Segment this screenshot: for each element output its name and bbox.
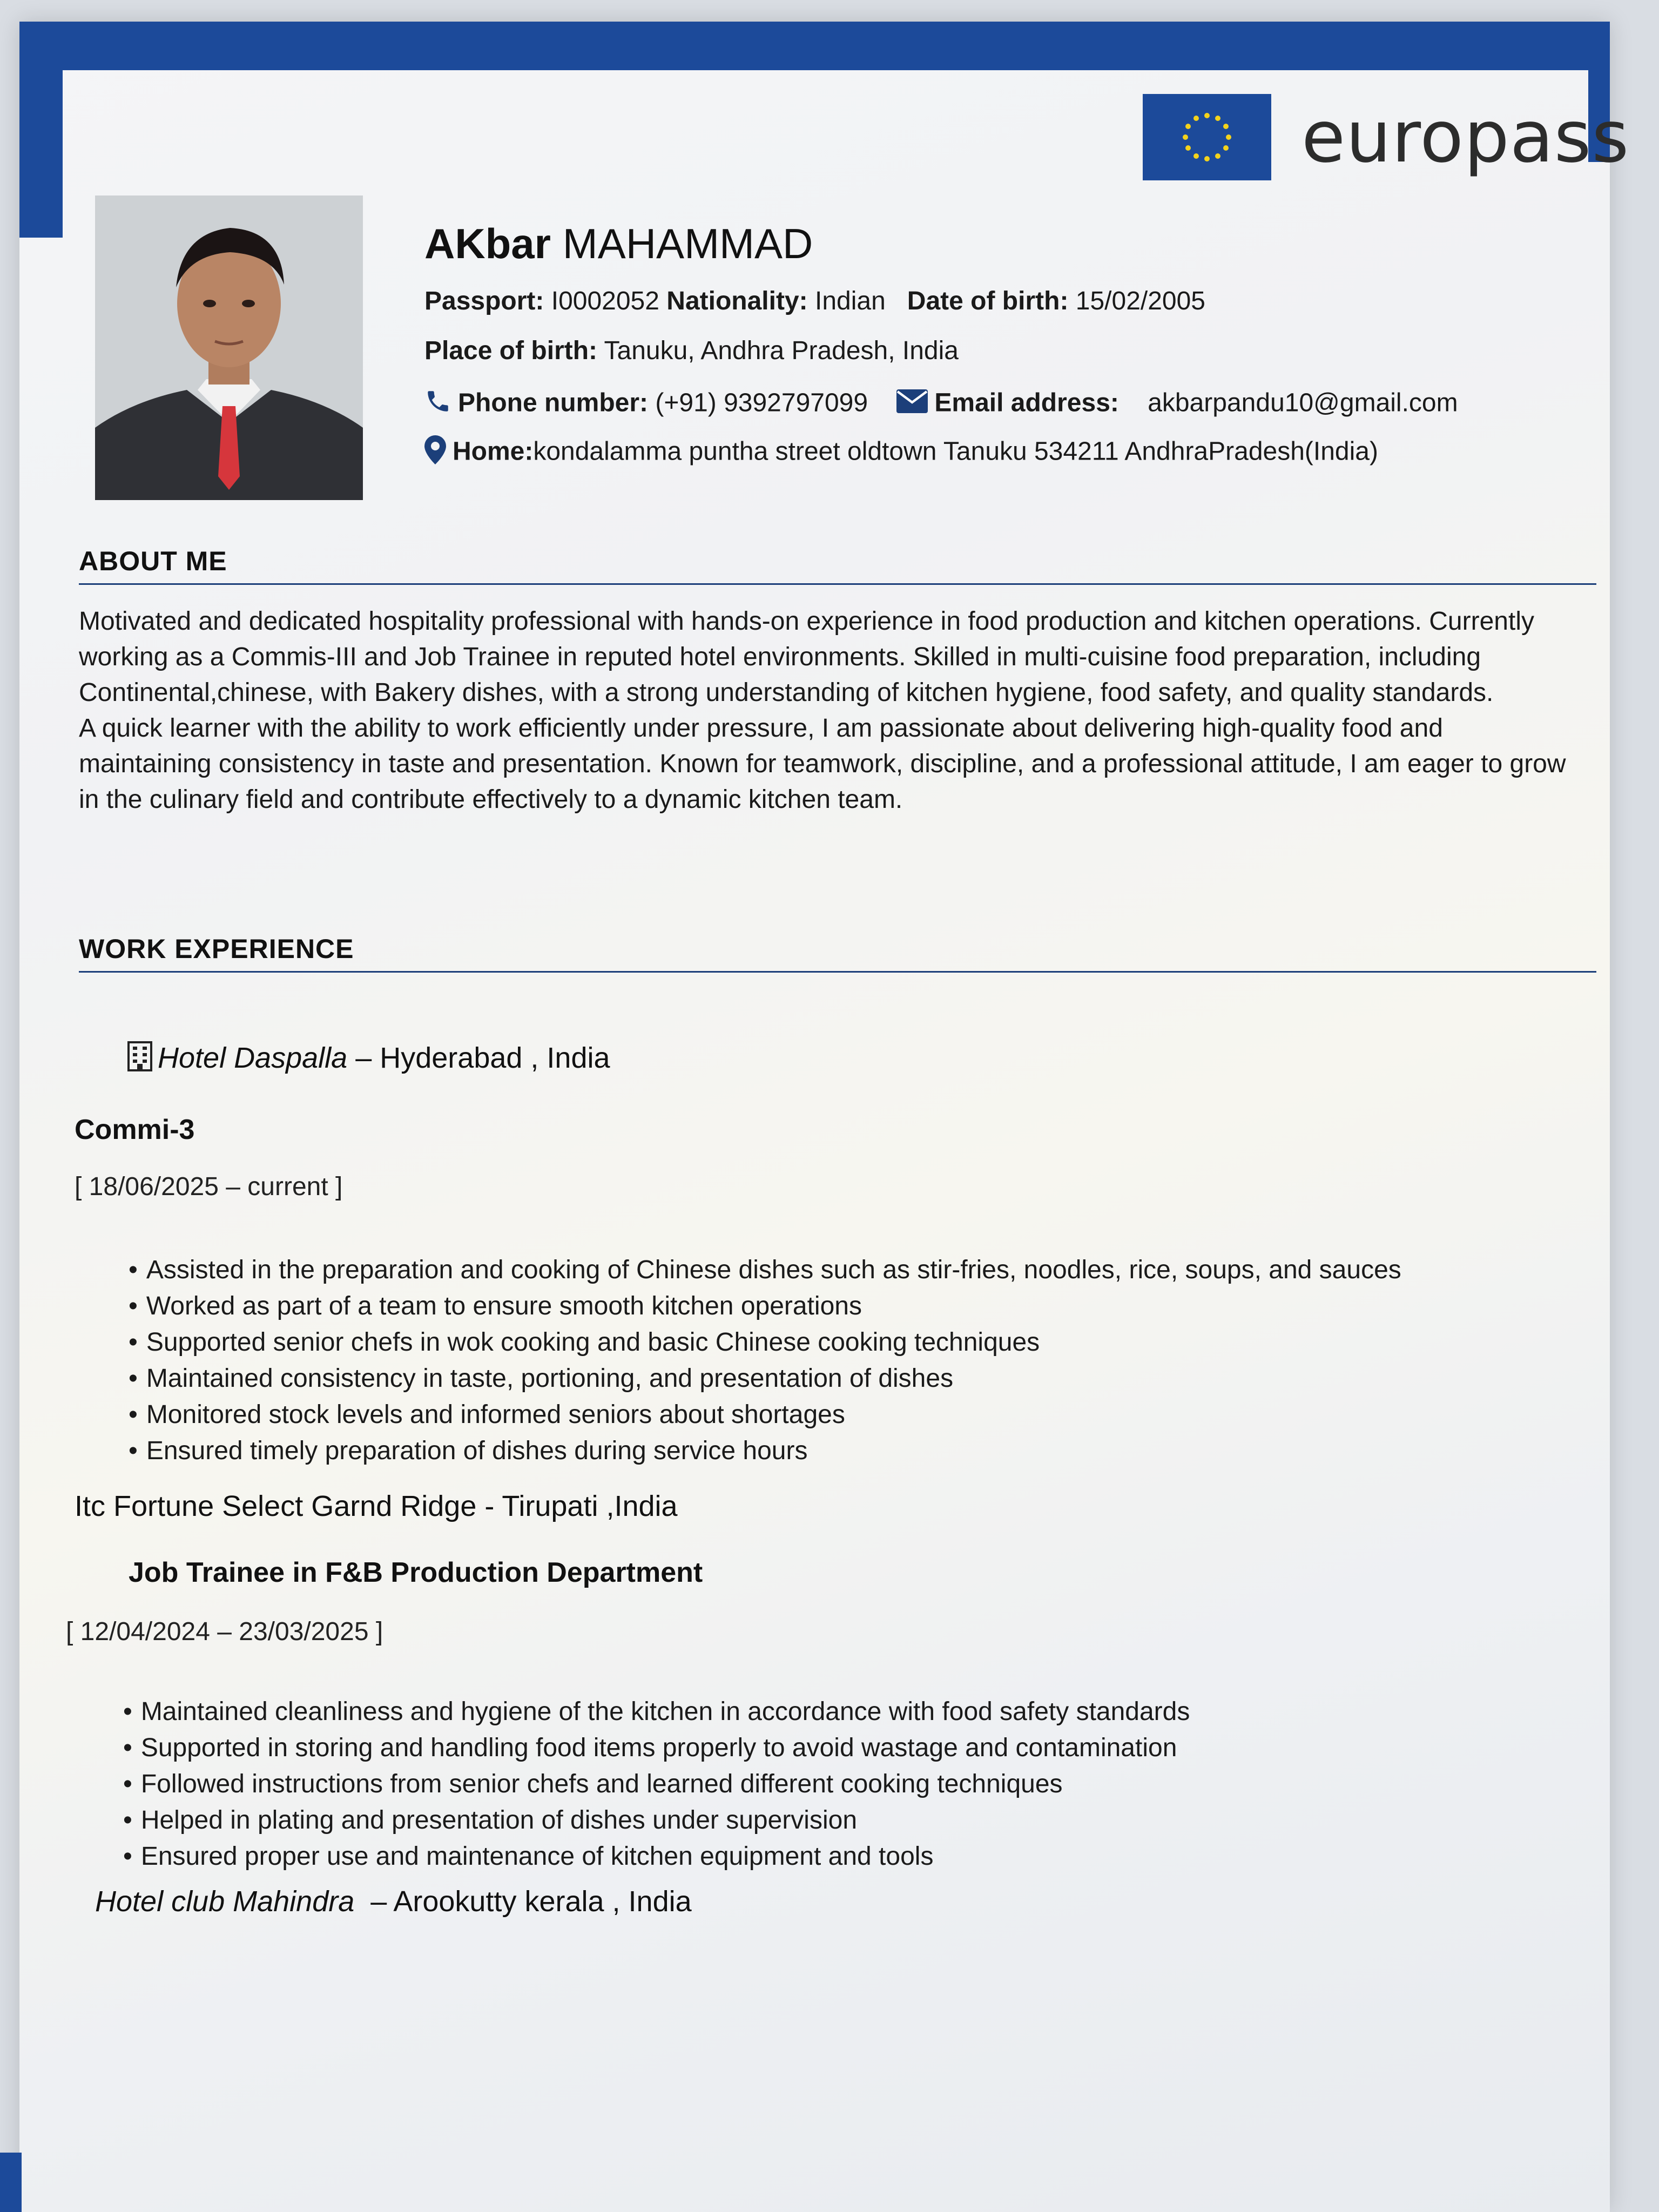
nationality-value: Indian <box>814 287 886 315</box>
building-icon <box>127 1041 152 1078</box>
job-1-role: Commi-3 <box>75 1114 195 1145</box>
list-item: • Supported senior chefs in wok cooking and basic Chinese cooking techniques <box>129 1324 1401 1360</box>
home-label: Home: <box>453 437 534 466</box>
pob-value: Tanuku, Andhra Pradesh, India <box>604 336 959 365</box>
job-1-dates: [ 18/06/2025 – current ] <box>75 1172 343 1201</box>
job-1-employer <box>127 1041 610 1078</box>
job-1-location: – Hyderabad , India <box>355 1042 610 1074</box>
contact-line <box>424 388 1458 421</box>
phone-icon <box>424 388 451 421</box>
about-text <box>79 604 1580 818</box>
left-accent-band <box>19 22 63 238</box>
first-name: AKbar <box>424 220 551 267</box>
list-item: • Assisted in the preparation and cooking of Chinese dishes such as stir-fries, noodles, rice, soups, and sauces <box>129 1252 1401 1288</box>
home-value: kondalamma puntha street oldtown Tanuku 534211 AndhraPradesh(India) <box>533 437 1378 466</box>
list-item: • Followed instructions from senior chefs and learned different cooking techniques <box>123 1766 1190 1802</box>
job-2-dates: [ 12/04/2024 – 23/03/2025 ] <box>66 1617 383 1646</box>
bottom-accent-band <box>0 2153 22 2212</box>
job-1-bullets <box>129 1252 1401 1469</box>
about-heading: ABOUT ME <box>79 546 227 576</box>
full-name <box>424 219 813 268</box>
about-paragraph-1: Motivated and dedicated hospitality professional with hands-on experience in food production and kitchen operations. Currently working as a Commis-III and Job Trainee in reputed hotel environments. Skilled in multi-cuisine food preparation, including Continental,chinese, with Bakery dishes, with a strong understanding of kitchen hygiene, food safety, and quality standards. <box>79 607 1534 707</box>
email-value[interactable]: akbarpandu10@gmail.com <box>1148 388 1458 417</box>
work-divider <box>79 971 1596 973</box>
last-name: MAHAMMAD <box>562 220 813 267</box>
job-2-employer: Itc Fortune Select Garnd Ridge - Tirupati ,India <box>75 1490 678 1522</box>
eu-flag-icon <box>1143 94 1271 180</box>
header-band <box>19 22 1610 70</box>
identity-line <box>424 286 1205 316</box>
europass-logo <box>1143 94 1629 180</box>
address-line <box>424 435 1378 471</box>
about-divider <box>79 583 1596 585</box>
dob-label: Date of birth: <box>907 287 1069 315</box>
work-heading: WORK EXPERIENCE <box>79 934 354 964</box>
list-item: • Maintained consistency in taste, portioning, and presentation of dishes <box>129 1360 1401 1397</box>
logo-wordmark: europass <box>1301 96 1630 179</box>
dob-value: 15/02/2005 <box>1075 287 1205 315</box>
about-paragraph-2: A quick learner with the ability to work efficiently under pressure, I am passionate about delivering high-quality food and maintaining consistency in taste and presentation. Known for teamwork, discipline, and a professional attitude, I am eager to grow in the culinary field and contribute effectively to a dynamic kitchen team. <box>79 714 1566 814</box>
email-icon <box>896 389 928 420</box>
list-item: • Supported in storing and handling food items properly to avoid wastage and contamination <box>123 1730 1190 1766</box>
birthplace-line <box>424 336 959 366</box>
email-label: Email address: <box>934 388 1119 417</box>
job-3-employer <box>95 1885 692 1918</box>
passport-label: Passport: <box>424 287 544 315</box>
list-item: • Worked as part of a team to ensure smooth kitchen operations <box>129 1288 1401 1324</box>
phone-label: Phone number: <box>458 388 649 417</box>
job-3-employer-name: Hotel club Mahindra <box>95 1885 355 1918</box>
job-1-employer-name: Hotel Daspalla <box>158 1042 348 1074</box>
job-3-location: – Arookutty kerala , India <box>370 1885 692 1918</box>
list-item: • Maintained cleanliness and hygiene of the kitchen in accordance with food safety standards <box>123 1694 1190 1730</box>
list-item: • Monitored stock levels and informed seniors about shortages <box>129 1397 1401 1433</box>
cv-content <box>63 70 1630 2212</box>
job-2-bullets <box>123 1694 1190 1874</box>
profile-photo <box>95 195 363 500</box>
pob-label: Place of birth: <box>424 336 598 365</box>
location-pin-icon <box>424 435 446 471</box>
passport-value: I0002052 <box>551 287 659 315</box>
job-2-role: Job Trainee in F&B Production Department <box>129 1557 703 1588</box>
nationality-label: Nationality: <box>666 287 808 315</box>
cv-page <box>19 22 1630 2212</box>
list-item: • Ensured timely preparation of dishes during service hours <box>129 1433 1401 1469</box>
list-item: • Ensured proper use and maintenance of kitchen equipment and tools <box>123 1838 1190 1874</box>
list-item: • Helped in plating and presentation of dishes under supervision <box>123 1802 1190 1838</box>
phone-value[interactable]: (+91) 9392797099 <box>655 388 868 417</box>
